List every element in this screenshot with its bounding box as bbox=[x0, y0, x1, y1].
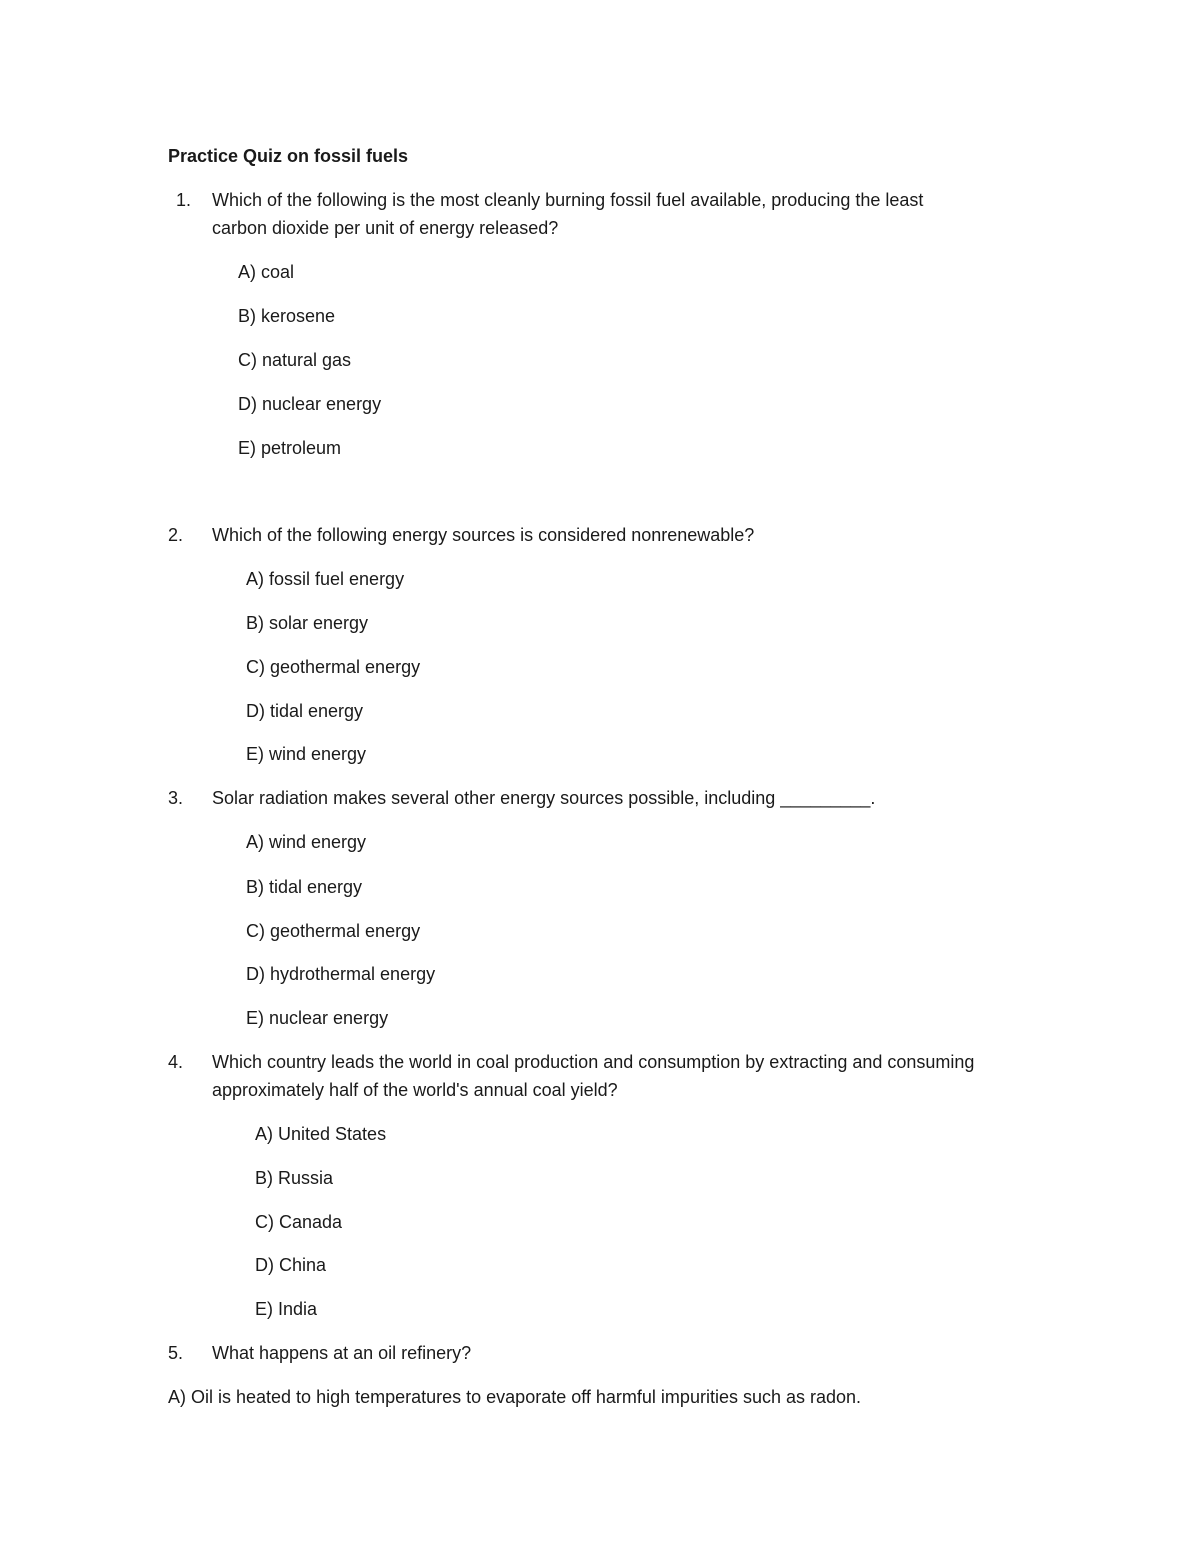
option-c: C) geothermal energy bbox=[246, 657, 421, 677]
option-d: D) nuclear energy bbox=[238, 394, 382, 414]
option-b: B) tidal energy bbox=[246, 877, 363, 897]
question-text-line-1: Which of the following energy sources is considered nonrenewable? bbox=[212, 525, 755, 545]
option-c: C) Canada bbox=[255, 1212, 343, 1232]
question-text-line-1: Which of the following is the most cleanly burning fossil fuel available, producing the least bbox=[212, 190, 924, 210]
question-number: 2. bbox=[168, 525, 184, 545]
option-c: C) natural gas bbox=[238, 350, 352, 370]
option-d: D) hydrothermal energy bbox=[246, 964, 436, 984]
quiz-title: Practice Quiz on fossil fuels bbox=[168, 146, 409, 166]
question-number: 1. bbox=[176, 190, 192, 210]
question-text-line-1: Solar radiation makes several other energy sources possible, including _________. bbox=[212, 788, 876, 808]
question-text-line-1: Which country leads the world in coal production and consumption by extracting and consuming bbox=[212, 1052, 975, 1072]
option-a: A) coal bbox=[238, 262, 295, 282]
option-d: D) tidal energy bbox=[246, 701, 364, 721]
question-text-line-2: approximately half of the world's annual coal yield? bbox=[212, 1080, 618, 1100]
option-c: C) geothermal energy bbox=[246, 921, 421, 941]
question-number: 5. bbox=[168, 1343, 184, 1363]
option-e: E) India bbox=[255, 1299, 318, 1319]
option-e: E) petroleum bbox=[238, 438, 342, 458]
question-number: 3. bbox=[168, 788, 184, 808]
option-e: E) wind energy bbox=[246, 744, 367, 764]
option-b: B) solar energy bbox=[246, 613, 369, 633]
question-text-line-2: carbon dioxide per unit of energy released? bbox=[212, 218, 559, 238]
option-b: B) Russia bbox=[255, 1168, 334, 1188]
option-a: A) fossil fuel energy bbox=[246, 569, 405, 589]
option-d: D) China bbox=[255, 1255, 327, 1275]
option-a: A) United States bbox=[255, 1124, 387, 1144]
option-a: A) Oil is heated to high temperatures to evaporate off harmful impurities such as radon. bbox=[168, 1387, 862, 1407]
option-a: A) wind energy bbox=[246, 832, 367, 852]
option-e: E) nuclear energy bbox=[246, 1008, 389, 1028]
option-b: B) kerosene bbox=[238, 306, 336, 326]
question-number: 4. bbox=[168, 1052, 184, 1072]
question-text-line-1: What happens at an oil refinery? bbox=[212, 1343, 472, 1363]
